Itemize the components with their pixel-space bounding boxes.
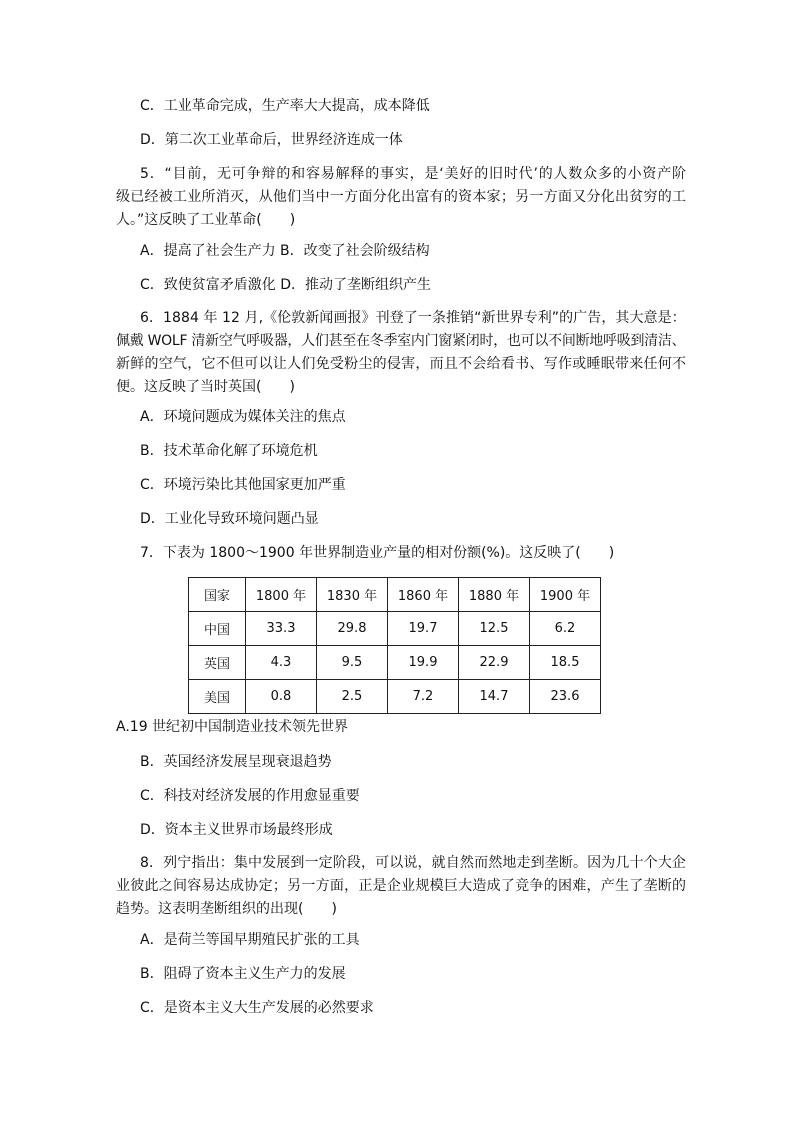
table-cell: 0.8	[246, 680, 317, 714]
q6-stem-line-2: 佩戴 WOLF 清新空气呼吸器，人们甚至在冬季室内门窗紧闭时，也可以不间断地呼吸到清洁、	[116, 333, 686, 349]
table-cell: 18.5	[530, 646, 601, 680]
q8-stem-line-1: 8．列宁指出：集中发展到一定阶段，可以说，就自然而然地走到垄断。因为几十个大企	[140, 855, 687, 871]
table-header-cell: 1830 年	[317, 578, 388, 612]
q6-option-c: C．环境污染比其他国家更加严重	[140, 477, 346, 493]
q4-option-c: C．工业革命完成，生产率大大提高，成本降低	[140, 98, 430, 114]
table-cell: 29.8	[317, 612, 388, 646]
q7-option-a: A.19 世纪初中国制造业技术领先世界	[116, 719, 349, 735]
q6-stem-line-3: 新鲜的空气，它不但可以让人们免受粉尘的侵害，而且不会给看书、写作或睡眠带来任何不	[116, 356, 687, 372]
table-cell: 23.6	[530, 680, 601, 714]
q7-data-table	[188, 577, 601, 714]
table-cell: 2.5	[317, 680, 388, 714]
q5-stem-line-3: 人。”这反映了工业革命( )	[116, 212, 296, 228]
q5-options-cd: C．致使贫富矛盾激化 D．推动了垄断组织产生	[140, 277, 432, 293]
table-header-cell: 1860 年	[388, 578, 459, 612]
q5-options-ab: A．提高了社会生产力 B．改变了社会阶级结构	[140, 243, 430, 259]
table-header-cell: 国家	[189, 578, 246, 612]
q6-stem-line-1: 6．1884 年 12 月,《伦敦新闻画报》刊登了一条推销“新世界专利”的广告，其大意是：	[140, 310, 686, 326]
table-cell: 9.5	[317, 646, 388, 680]
table-row	[189, 646, 601, 680]
table-header-row	[189, 578, 601, 612]
q8-option-c: C．是资本主义大生产发展的必然要求	[140, 1000, 374, 1016]
table-cell: 7.2	[388, 680, 459, 714]
table-cell: 美国	[189, 680, 246, 714]
q6-option-a: A．环境问题成为媒体关注的焦点	[140, 409, 346, 425]
q5-stem-line-2: 级已经被工业所消灭，从他们当中一方面分化出富有的资本家；另一方面又分化出贫穷的工	[116, 189, 687, 205]
q5-stem-line-1: 5．“目前，无可争辩的和容易解释的事实，是‘美好的旧时代’的人数众多的小资产阶	[140, 166, 687, 182]
q4-option-d: D．第二次工业革命后，世界经济连成一体	[140, 132, 403, 148]
table-cell: 英国	[189, 646, 246, 680]
q8-option-b: B．阻碍了资本主义生产力的发展	[140, 966, 346, 982]
table-header-cell: 1900 年	[530, 578, 601, 612]
table-cell: 12.5	[459, 612, 530, 646]
q7-stem: 7．下表为 1800～1900 年世界制造业产量的相对份额(%)。这反映了( )	[140, 545, 615, 561]
q6-stem-line-4: 便。这反映了当时英国( )	[116, 379, 295, 395]
q8-stem-line-3: 趋势。这表明垄断组织的出现( )	[116, 901, 337, 917]
table-cell: 14.7	[459, 680, 530, 714]
q6-option-d: D．工业化导致环境问题凸显	[140, 511, 319, 527]
q7-option-b: B．英国经济发展呈现衰退趋势	[140, 754, 332, 770]
table-cell: 19.9	[388, 646, 459, 680]
q8-stem-line-2: 业彼此之间容易达成协定；另一方面，正是企业规模巨大造成了竞争的困难，产生了垄断的	[116, 878, 687, 894]
table-header-cell: 1800 年	[246, 578, 317, 612]
q7-option-d: D．资本主义世界市场最终形成	[140, 822, 333, 838]
q6-option-b: B．技术革命化解了环境危机	[140, 443, 318, 459]
table-cell: 中国	[189, 612, 246, 646]
q7-option-c: C．科技对经济发展的作用愈显重要	[140, 788, 360, 804]
table-cell: 4.3	[246, 646, 317, 680]
table-row	[189, 612, 601, 646]
table-cell: 33.3	[246, 612, 317, 646]
table-cell: 19.7	[388, 612, 459, 646]
q8-option-a: A．是荷兰等国早期殖民扩张的工具	[140, 932, 360, 948]
table-row	[189, 680, 601, 714]
table-header-cell: 1880 年	[459, 578, 530, 612]
table-cell: 22.9	[459, 646, 530, 680]
table-cell: 6.2	[530, 612, 601, 646]
